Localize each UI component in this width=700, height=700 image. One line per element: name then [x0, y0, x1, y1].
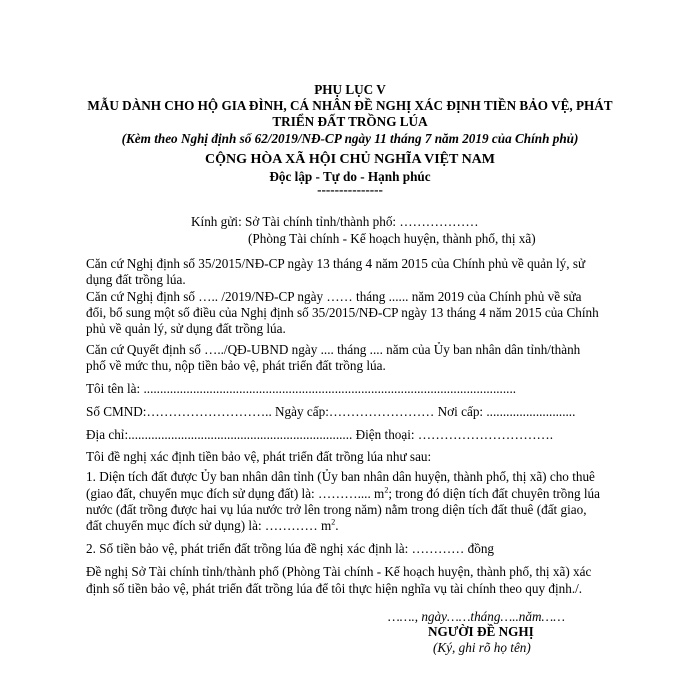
- item-1-line-3: nước (đất trồng được hai vụ lúa nước trở lên trong năm) nằm trong diện tích đất thuê (đất giao,: [86, 502, 587, 517]
- recipient-line-1: Kính gửi: Sở Tài chính tỉnh/thành phố: ………………: [191, 214, 479, 229]
- item-1-line-2-rest: ; trong đó diện tích đất chuyên trồng lúa: [388, 486, 600, 501]
- recipient-line-2: (Phòng Tài chính - Kế hoạch huyện, thành phố, thị xã): [248, 231, 536, 246]
- item-1-line-2: [86, 486, 600, 502]
- legal-basis-3-line-1: Căn cứ Quyết định số …../QĐ-UBND ngày .... tháng .... năm của Ủy ban nhân dân tỉnh/thành: [86, 342, 581, 357]
- item-1-line-4-end: .: [335, 518, 339, 533]
- date-line: ……., ngày……tháng…..năm……: [388, 609, 565, 624]
- legal-basis-1-line-1: Căn cứ Nghị định số 35/2015/NĐ-CP ngày 13 tháng 4 năm 2015 của Chính phủ về quản lý, sử: [86, 256, 586, 271]
- legal-basis-3-line-2: phố về mức thu, nộp tiền bảo vệ, phát triển đất trồng lúa.: [86, 358, 386, 373]
- form-title-line-1: MẪU DÀNH CHO HỘ GIA ĐÌNH, CÁ NHÂN ĐỀ NGHỊ XÁC ĐỊNH TIỀN BẢO VỆ, PHÁT: [87, 98, 613, 113]
- address-field-line: Địa chỉ:.................................................................... Điện thoại: ………………………….: [86, 427, 554, 442]
- requester-title: NGƯỜI ĐỀ NGHỊ: [428, 624, 534, 639]
- form-title-line-2: TRIỂN ĐẤT TRỒNG LÚA: [272, 114, 428, 129]
- item-2-line: 2. Số tiền bảo vệ, phát triển đất trồng lúa đề nghị xác định là: ………… đồng: [86, 541, 495, 556]
- separator: ---------------: [317, 182, 383, 197]
- nation-heading: CỘNG HÒA XÃ HỘI CHỦ NGHĨA VIỆT NAM: [204, 152, 495, 167]
- id-field-line: Số CMND:……………………….. Ngày cấp:…………………… Nơi cấp: ...........................: [86, 404, 576, 419]
- request-intro: Tôi đề nghị xác định tiền bảo vệ, phát triển đất trồng lúa như sau:: [86, 449, 432, 464]
- square-unit-sup: 2: [384, 485, 389, 495]
- signature-note: (Ký, ghi rõ họ tên): [433, 640, 531, 655]
- item-1-rice-area-text: đất chuyển mục đích sử dụng) là: ………… m: [86, 518, 332, 533]
- item-1-line-1: 1. Diện tích đất được Ủy ban nhân dân tỉnh (Ủy ban nhân dân huyện, thành phố, thị xã) cho thuê: [86, 469, 595, 484]
- legal-basis-2-line-1: Căn cứ Nghị định số ….. /2019/NĐ-CP ngày …… tháng ...... năm 2019 của Chính phủ về sửa: [86, 289, 582, 304]
- motto: Độc lập - Tự do - Hạnh phúc: [269, 169, 431, 184]
- square-unit-sup: 2: [331, 517, 336, 527]
- appendix-title: PHỤ LỤC V: [314, 82, 386, 97]
- legal-basis-1-line-2: dụng đất trồng lúa.: [86, 272, 186, 287]
- legal-basis-2-line-3: phủ về quản lý, sử dụng đất trồng lúa.: [86, 321, 286, 336]
- name-field-line: Tôi tên là: .................................................................................................................: [86, 381, 517, 396]
- closing-line-1: Đề nghị Sở Tài chính tỉnh/thành phố (Phòng Tài chính - Kế hoạch huyện, thành phố, thị xã) xác: [86, 564, 592, 579]
- attachment-note: (Kèm theo Nghị định số 62/2019/NĐ-CP ngày 11 tháng 7 năm 2019 của Chính phủ): [121, 131, 579, 146]
- legal-basis-2-line-2: đổi, bổ sung một số điều của Nghị định số 35/2015/NĐ-CP ngày 13 tháng 4 năm 2015 của Chính: [86, 305, 599, 320]
- closing-line-2: định số tiền bảo vệ, phát triển đất trồng lúa để tôi thực hiện nghĩa vụ tài chính theo quy định./.: [86, 581, 583, 596]
- item-1-area-text: (giao đất, chuyển mục đích sử dụng đất) là: ……….... m: [86, 486, 385, 501]
- item-1-line-4: [86, 518, 339, 534]
